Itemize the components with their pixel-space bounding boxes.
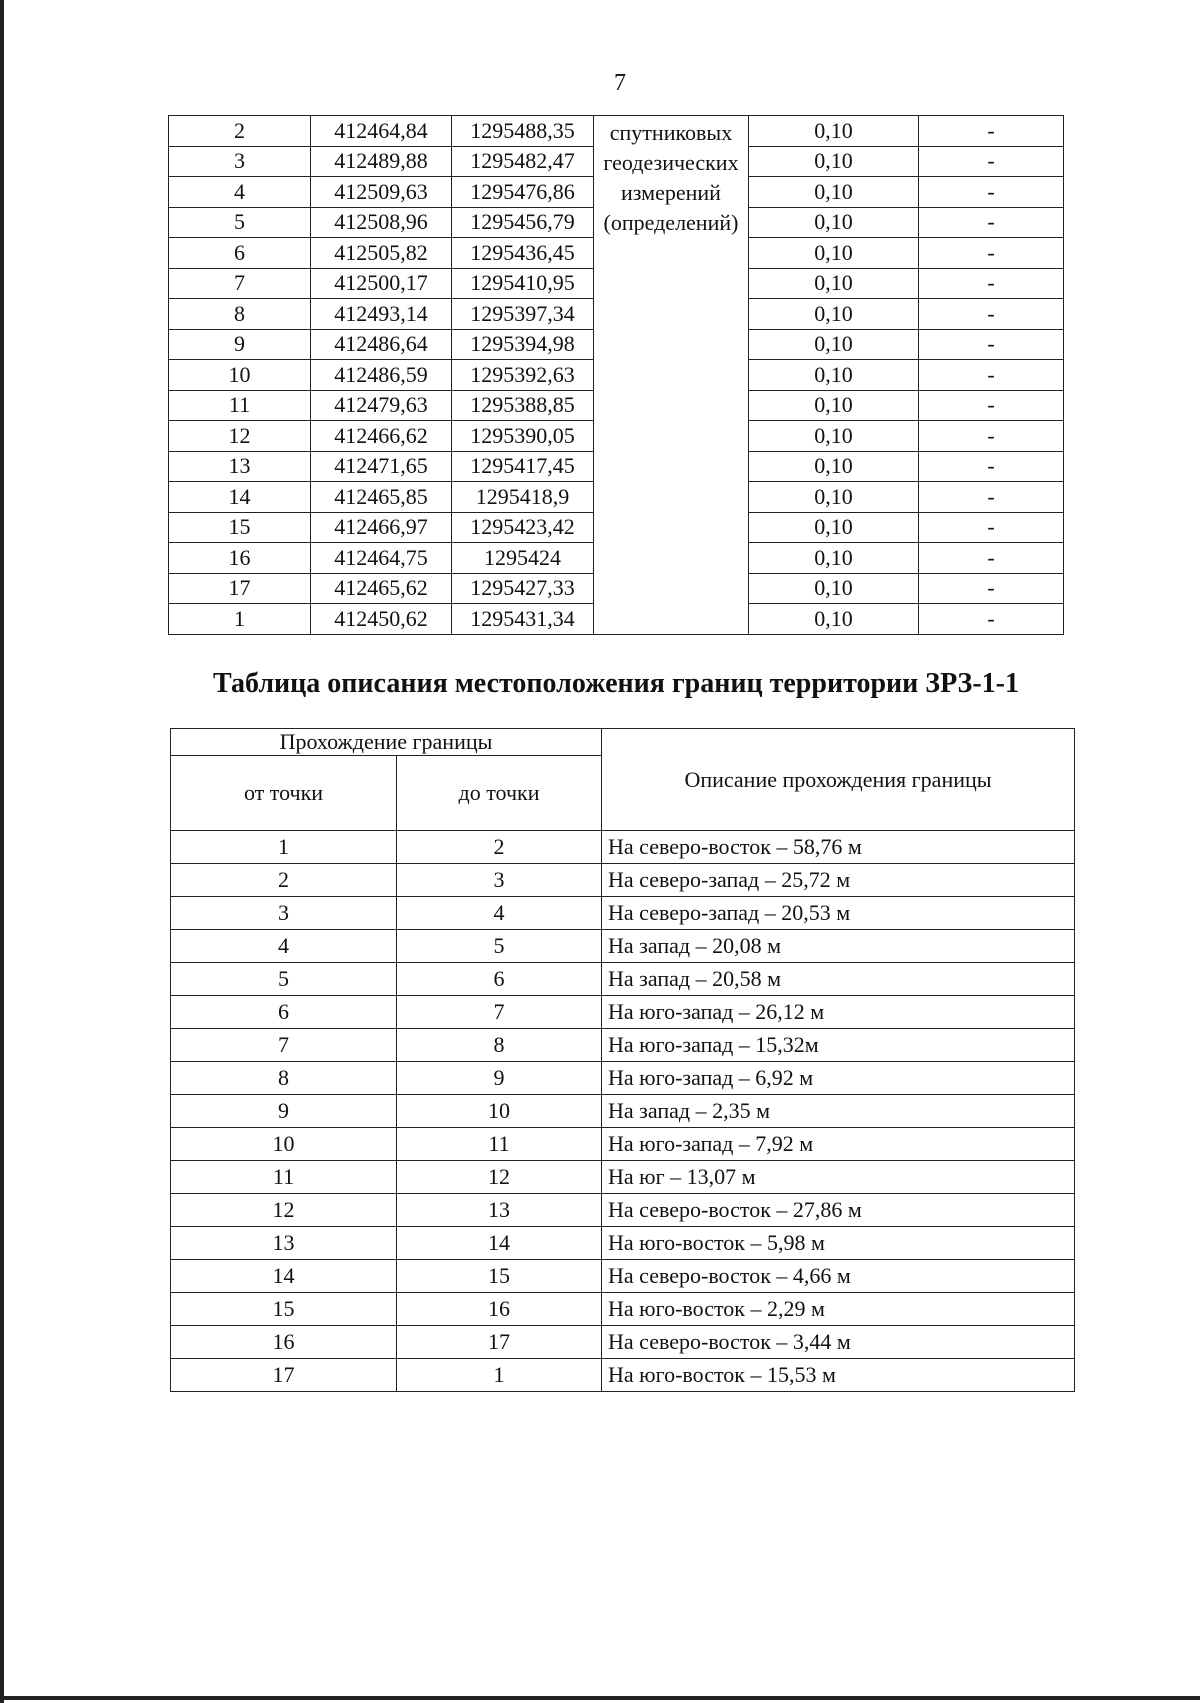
- boundary-to-cell: 4: [397, 897, 602, 930]
- boundary-desc-cell: На северо-запад – 25,72 м: [602, 864, 1075, 897]
- boundary-to-cell: 3: [397, 864, 602, 897]
- boundary-to-cell: 9: [397, 1062, 602, 1095]
- boundary-row: [171, 1260, 1075, 1293]
- boundary-from-cell: 17: [171, 1359, 397, 1392]
- boundary-from-cell: 16: [171, 1326, 397, 1359]
- coord-point-cell: 12: [169, 421, 311, 452]
- boundary-from-cell: 1: [171, 831, 397, 864]
- coord-x-cell: 412464,84: [311, 116, 452, 147]
- boundary-desc-cell: На юго-запад – 6,92 м: [602, 1062, 1075, 1095]
- boundary-desc-cell: На запад – 20,58 м: [602, 963, 1075, 996]
- boundary-from-cell: 11: [171, 1161, 397, 1194]
- coord-row: [169, 116, 1064, 147]
- boundary-row: [171, 1128, 1075, 1161]
- coord-note-cell: -: [919, 177, 1064, 208]
- coord-method-cell: [594, 116, 749, 635]
- boundary-row: [171, 1062, 1075, 1095]
- coord-point-cell: 11: [169, 390, 311, 421]
- coord-y-cell: 1295417,45: [452, 451, 594, 482]
- coord-x-cell: 412505,82: [311, 238, 452, 269]
- coord-accuracy-cell: 0,10: [749, 512, 919, 543]
- coord-note-cell: -: [919, 482, 1064, 513]
- header-boundary-group: Прохождение границы: [171, 729, 602, 756]
- coord-y-cell: 1295423,42: [452, 512, 594, 543]
- boundary-desc-cell: На северо-восток – 58,76 м: [602, 831, 1075, 864]
- coord-y-cell: 1295397,34: [452, 299, 594, 330]
- boundary-row: [171, 1194, 1075, 1227]
- coord-y-cell: 1295488,35: [452, 116, 594, 147]
- coord-x-cell: 412486,59: [311, 360, 452, 391]
- coord-note-cell: -: [919, 604, 1064, 635]
- boundary-from-cell: 2: [171, 864, 397, 897]
- boundary-to-cell: 14: [397, 1227, 602, 1260]
- boundary-to-cell: 12: [397, 1161, 602, 1194]
- coord-note-cell: -: [919, 543, 1064, 574]
- boundary-desc-cell: На запад – 2,35 м: [602, 1095, 1075, 1128]
- coord-y-cell: 1295456,79: [452, 207, 594, 238]
- boundary-row: [171, 996, 1075, 1029]
- coord-note-cell: -: [919, 329, 1064, 360]
- coord-point-cell: 3: [169, 146, 311, 177]
- boundary-desc-cell: На северо-восток – 4,66 м: [602, 1260, 1075, 1293]
- coord-note-cell: -: [919, 512, 1064, 543]
- coord-note-cell: -: [919, 268, 1064, 299]
- coord-y-cell: 1295476,86: [452, 177, 594, 208]
- boundary-row: [171, 930, 1075, 963]
- scan-left-edge: [0, 0, 4, 1703]
- boundary-to-cell: 1: [397, 1359, 602, 1392]
- coord-x-cell: 412466,62: [311, 421, 452, 452]
- coord-y-cell: 1295390,05: [452, 421, 594, 452]
- coord-point-cell: 5: [169, 207, 311, 238]
- section-title: Таблица описания местоположения границ территории ЗРЗ-1-1: [213, 668, 1019, 699]
- coord-x-cell: 412500,17: [311, 268, 452, 299]
- coord-accuracy-cell: 0,10: [749, 299, 919, 330]
- coord-note-cell: -: [919, 146, 1064, 177]
- coord-x-cell: 412466,97: [311, 512, 452, 543]
- boundary-row: [171, 1029, 1075, 1062]
- boundary-desc-cell: На юго-восток – 2,29 м: [602, 1293, 1075, 1326]
- boundary-desc-cell: На юго-запад – 7,92 м: [602, 1128, 1075, 1161]
- boundary-desc-cell: На северо-восток – 27,86 м: [602, 1194, 1075, 1227]
- coord-point-cell: 8: [169, 299, 311, 330]
- coord-note-cell: -: [919, 451, 1064, 482]
- boundary-from-cell: 14: [171, 1260, 397, 1293]
- coord-point-cell: 14: [169, 482, 311, 513]
- coord-x-cell: 412479,63: [311, 390, 452, 421]
- coord-point-cell: 16: [169, 543, 311, 574]
- coord-note-cell: -: [919, 207, 1064, 238]
- coord-accuracy-cell: 0,10: [749, 482, 919, 513]
- boundary-from-cell: 13: [171, 1227, 397, 1260]
- boundary-row: [171, 1161, 1075, 1194]
- boundary-from-cell: 3: [171, 897, 397, 930]
- boundary-to-cell: 16: [397, 1293, 602, 1326]
- coord-note-cell: -: [919, 573, 1064, 604]
- boundary-row: [171, 831, 1075, 864]
- boundary-row: [171, 1095, 1075, 1128]
- boundary-row: [171, 864, 1075, 897]
- coord-note-cell: -: [919, 421, 1064, 452]
- coord-point-cell: 6: [169, 238, 311, 269]
- method-line: геодезических: [603, 150, 739, 175]
- boundary-desc-cell: На юго-запад – 26,12 м: [602, 996, 1075, 1029]
- boundary-to-cell: 5: [397, 930, 602, 963]
- method-line: спутниковых: [609, 120, 733, 145]
- header-to-point: до точки: [397, 756, 602, 831]
- coord-x-cell: 412508,96: [311, 207, 452, 238]
- boundary-to-cell: 15: [397, 1260, 602, 1293]
- coord-accuracy-cell: 0,10: [749, 238, 919, 269]
- coord-accuracy-cell: 0,10: [749, 451, 919, 482]
- coord-x-cell: 412464,75: [311, 543, 452, 574]
- boundary-from-cell: 7: [171, 1029, 397, 1062]
- coord-x-cell: 412465,85: [311, 482, 452, 513]
- coord-note-cell: -: [919, 299, 1064, 330]
- coord-x-cell: 412489,88: [311, 146, 452, 177]
- coord-x-cell: 412471,65: [311, 451, 452, 482]
- coord-point-cell: 1: [169, 604, 311, 635]
- coord-accuracy-cell: 0,10: [749, 268, 919, 299]
- coord-y-cell: 1295394,98: [452, 329, 594, 360]
- coord-accuracy-cell: 0,10: [749, 543, 919, 574]
- coord-accuracy-cell: 0,10: [749, 207, 919, 238]
- coord-note-cell: -: [919, 360, 1064, 391]
- coord-point-cell: 7: [169, 268, 311, 299]
- coord-x-cell: 412465,62: [311, 573, 452, 604]
- coordinates-table: [168, 115, 1064, 635]
- boundary-from-cell: 8: [171, 1062, 397, 1095]
- coord-accuracy-cell: 0,10: [749, 573, 919, 604]
- boundary-row: [171, 897, 1075, 930]
- coord-y-cell: 1295388,85: [452, 390, 594, 421]
- boundary-to-cell: 8: [397, 1029, 602, 1062]
- boundary-desc-cell: На юго-запад – 15,32м: [602, 1029, 1075, 1062]
- boundary-row: [171, 1326, 1075, 1359]
- coord-note-cell: -: [919, 390, 1064, 421]
- header-description: Описание прохождения границы: [602, 729, 1075, 831]
- coord-point-cell: 4: [169, 177, 311, 208]
- method-line: измерений: [621, 180, 721, 205]
- boundary-from-cell: 15: [171, 1293, 397, 1326]
- coord-x-cell: 412450,62: [311, 604, 452, 635]
- scan-bottom-edge: [0, 1696, 1200, 1700]
- boundary-to-cell: 10: [397, 1095, 602, 1128]
- coord-point-cell: 17: [169, 573, 311, 604]
- coord-y-cell: 1295482,47: [452, 146, 594, 177]
- boundary-desc-cell: На северо-восток – 3,44 м: [602, 1326, 1075, 1359]
- coord-y-cell: 1295431,34: [452, 604, 594, 635]
- coord-accuracy-cell: 0,10: [749, 390, 919, 421]
- boundary-to-cell: 2: [397, 831, 602, 864]
- boundary-from-cell: 10: [171, 1128, 397, 1161]
- boundary-to-cell: 11: [397, 1128, 602, 1161]
- coord-y-cell: 1295392,63: [452, 360, 594, 391]
- boundary-from-cell: 5: [171, 963, 397, 996]
- boundary-desc-cell: На северо-запад – 20,53 м: [602, 897, 1075, 930]
- coord-accuracy-cell: 0,10: [749, 177, 919, 208]
- boundary-row: [171, 1293, 1075, 1326]
- coord-x-cell: 412486,64: [311, 329, 452, 360]
- boundary-row: [171, 1359, 1075, 1392]
- boundary-row: [171, 963, 1075, 996]
- boundary-desc-cell: На юго-восток – 5,98 м: [602, 1227, 1075, 1260]
- coord-accuracy-cell: 0,10: [749, 360, 919, 391]
- coord-accuracy-cell: 0,10: [749, 146, 919, 177]
- coord-point-cell: 10: [169, 360, 311, 391]
- boundary-desc-cell: На юго-восток – 15,53 м: [602, 1359, 1075, 1392]
- coord-point-cell: 2: [169, 116, 311, 147]
- coord-point-cell: 15: [169, 512, 311, 543]
- boundary-desc-cell: На запад – 20,08 м: [602, 930, 1075, 963]
- coord-accuracy-cell: 0,10: [749, 329, 919, 360]
- coord-point-cell: 13: [169, 451, 311, 482]
- boundary-row: [171, 1227, 1075, 1260]
- boundary-to-cell: 17: [397, 1326, 602, 1359]
- boundary-desc-cell: На юг – 13,07 м: [602, 1161, 1075, 1194]
- coord-x-cell: 412509,63: [311, 177, 452, 208]
- method-line: (определений): [603, 210, 739, 235]
- boundary-to-cell: 6: [397, 963, 602, 996]
- boundary-header-row-1: [171, 729, 1075, 756]
- boundary-from-cell: 9: [171, 1095, 397, 1128]
- coord-note-cell: -: [919, 238, 1064, 269]
- coord-y-cell: 1295410,95: [452, 268, 594, 299]
- coord-note-cell: -: [919, 116, 1064, 147]
- coord-point-cell: 9: [169, 329, 311, 360]
- coord-y-cell: 1295418,9: [452, 482, 594, 513]
- coord-y-cell: 1295436,45: [452, 238, 594, 269]
- coord-accuracy-cell: 0,10: [749, 421, 919, 452]
- boundary-from-cell: 4: [171, 930, 397, 963]
- coord-y-cell: 1295427,33: [452, 573, 594, 604]
- boundary-from-cell: 12: [171, 1194, 397, 1227]
- boundary-to-cell: 7: [397, 996, 602, 1029]
- coord-accuracy-cell: 0,10: [749, 116, 919, 147]
- boundary-table: [170, 728, 1075, 1392]
- coord-x-cell: 412493,14: [311, 299, 452, 330]
- coord-y-cell: 1295424: [452, 543, 594, 574]
- header-from-point: от точки: [171, 756, 397, 831]
- page-number: 7: [614, 70, 626, 96]
- boundary-from-cell: 6: [171, 996, 397, 1029]
- coord-accuracy-cell: 0,10: [749, 604, 919, 635]
- boundary-to-cell: 13: [397, 1194, 602, 1227]
